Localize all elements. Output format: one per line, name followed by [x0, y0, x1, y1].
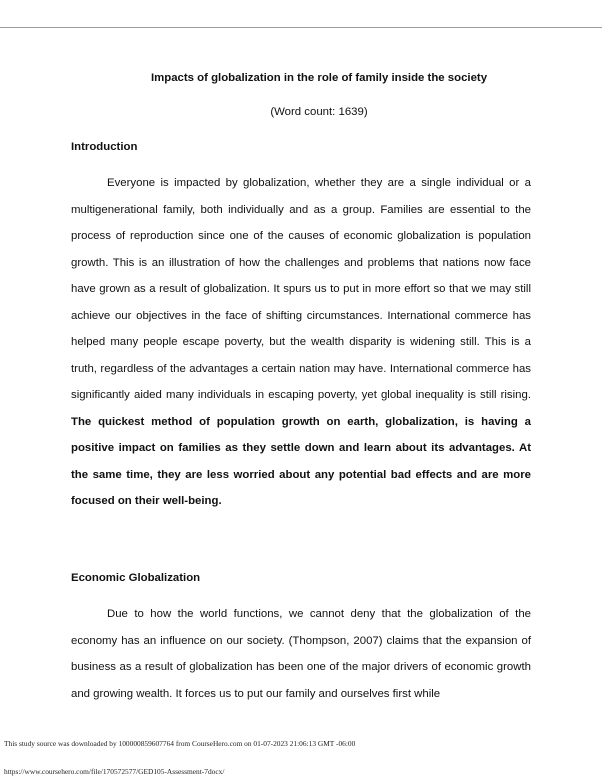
section-heading-economic-globalization: Economic Globalization: [71, 572, 201, 584]
economic-globalization-paragraph: [71, 601, 531, 707]
word-count: (Word count: 1639): [270, 106, 368, 118]
source-url[interactable]: https://www.coursehero.com/file/170572577/GED105-Assessment-7docx/: [4, 767, 225, 776]
download-source-note: This study source was downloaded by 100000859607764 from CourseHero.com on 01-07-2023 21:06:13 GMT -06:00: [4, 739, 356, 748]
introduction-bold-text: The quickest method of population growth on earth, globalization, is having a positive impact on families as they settle down and learn about its advantages. At the same time, they are less worried about any potential bad effects and are more focused on their well-being.: [71, 415, 531, 507]
introduction-text: Everyone is impacted by globalization, whether they are a single individual or a multigenerational family, both individually and as a group. Families are essential to the process of reproduction since one of the causes of economic globalization is population growth. This is an illustration of how the challenges and problems that nations now face have grown as a result of globalization. It spurs us to put in more effort so that we may still achieve our objectives in the face of shifting circumstances. International commerce has helped many people escape poverty, but the wealth disparity is widening still. This is a truth, regardless of the advantages a certain nation may have. International commerce has significantly aided many individuals in escaping poverty, yet global inequality is still rising.: [71, 177, 531, 401]
top-divider: [0, 27, 602, 28]
document-title: Impacts of globalization in the role of family inside the society: [150, 72, 488, 84]
economic-globalization-text: Due to how the world functions, we cannot deny that the globalization of the economy has an influence on our society. (Thompson, 2007) claims that the expansion of business as a result of globalization has been one of the major drivers of economic growth and growing wealth. It forces us to put our family and ourselves first while: [71, 608, 531, 700]
introduction-paragraph: [71, 170, 531, 515]
section-heading-introduction: Introduction: [71, 141, 138, 153]
